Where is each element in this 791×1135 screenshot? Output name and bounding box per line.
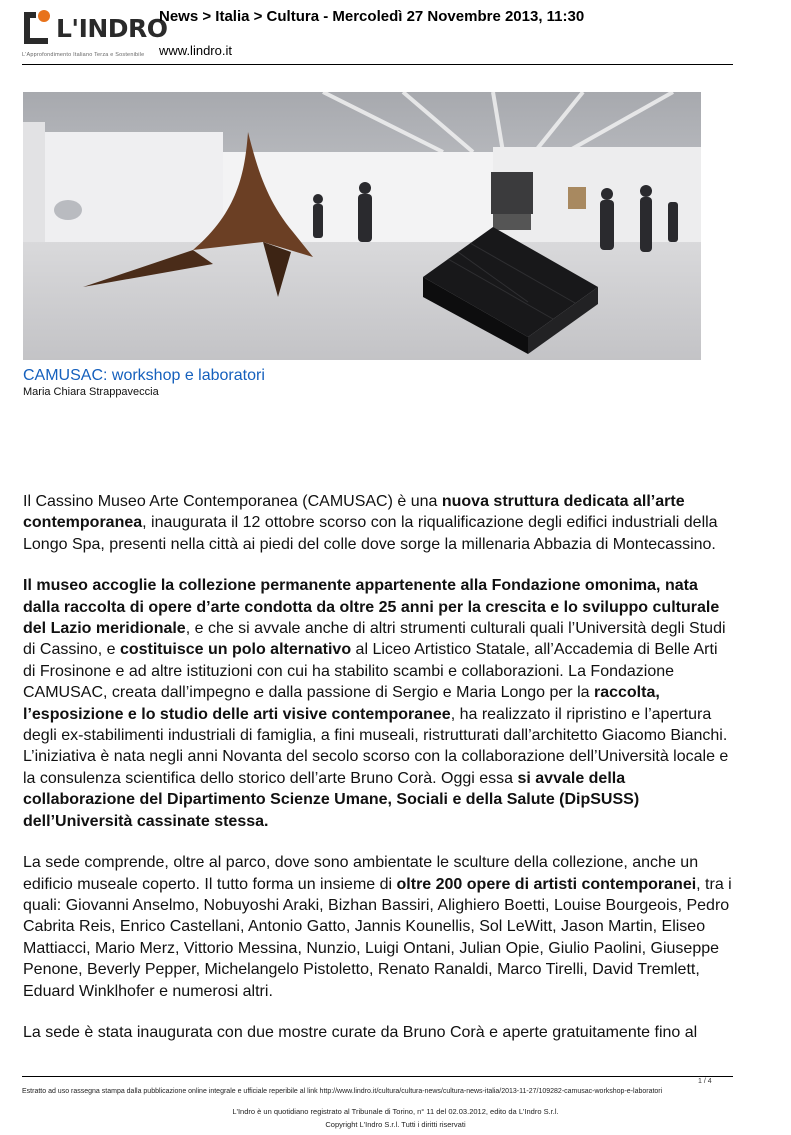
article-paragraph: [23, 852, 733, 1002]
footer-divider: [22, 1076, 733, 1077]
footer-registration: L'Indro è un quotidiano registrato al Tribunale di Torino, n° 11 del 02.03.2012, edito da L'Indro S.r.l.: [232, 1107, 559, 1116]
bold-text-segment: Il museo accoglie la collezione permanente appartenente alla Fondazione omonima, nata dalla raccolta di opere d’arte condotta da oltre 25 anni per la crescita e lo sviluppo culturale del Lazio meridionale: [23, 577, 720, 638]
article-paragraph: [23, 575, 733, 832]
logo-wordmark: L'INDRO: [56, 14, 168, 43]
page-number: 1 / 4: [698, 1078, 712, 1085]
article-title-link[interactable]: CAMUSAC: workshop e laboratori: [23, 367, 265, 384]
bold-text-segment: costituisce un polo alternativo: [119, 641, 352, 659]
bold-text-segment: nuova struttura dedicata all’arte contemporanea: [23, 493, 685, 532]
text-segment: La sede comprende, oltre al parco, dove sono ambientate le sculture della collezione, anche un edificio museale coperto. Il tutto forma un insieme di: [23, 854, 699, 893]
text-segment: , tra i quali: Giovanni Anselmo, Nobuyoshi Araki, Bizhan Bassiri, Alighiero Boetti, Louise Bourgeois, Pedro Cabrita Reis, Enrico Castellani, Antonio Gatto, Jannis Kounellis, Sol LeWitt, Jason Martin, Eliseo Mattiacci, Mario Merz, Vittorio Messina, Nunzio, Luigi Ontani, Julian Opie, Giulio Paolini, Giuseppe Penone, Beverly Pepper, Michelangelo Pistoletto, Renato Ranaldi, Marco Tirelli, David Tremlett, Eduard Winklhofer e numerosi altri.: [23, 875, 732, 1000]
article-photo: [23, 92, 701, 360]
article-paragraph: [23, 491, 733, 555]
header-site-url[interactable]: www.lindro.it: [159, 43, 232, 58]
article-body: [23, 491, 733, 1063]
footer-extract-notice: Estratto ad uso rassegna stampa dalla pubblicazione online integrale e ufficiale reperibile al link http://www.lindro.it/cultura/cultura-news/cultura-news-italia/2013-11-27/109282-camusac-workshop-e-laboratori: [22, 1088, 663, 1095]
text-segment: , inaugurata il 12 ottobre scorso con la riqualificazione degli edifici industriali della Longo Spa, presenti nella città ai piedi del colle dove sorge la millenaria Abbazia di Montecassino.: [23, 514, 718, 553]
footer-copyright: Copyright L'Indro S.r.l. Tutti i diritti riservati: [325, 1120, 466, 1129]
text-segment: , e che si avvale anche di altri strumenti culturali quali l’Università degli Studi di Cassino, e: [23, 620, 726, 659]
header-breadcrumb: News > Italia > Cultura - Mercoledì 27 Novembre 2013, 11:30: [159, 8, 585, 25]
bold-text-segment: si avvale della collaborazione del Dipartimento Scienze Umane, Sociali e della Salute (DipSUSS) dell’Università cassinate stessa.: [23, 769, 640, 830]
site-logo[interactable]: [22, 8, 168, 60]
text-segment: , ha realizzato il ripristino e l’apertura degli ex-stabilimenti industriali di famiglia, a fini museali, ristrutturati dall’architetto Giacomo Bianchi. L’iniziativa è nata negli anni Novanta del secolo scorso con la collaborazione dell’Università locale e la consulenza scientifica dello storico dell’arte Bruno Corà. Oggi essa: [23, 705, 729, 787]
text-segment: al Liceo Artistico Statale, all’Accademia di Belle Arti di Frosinone e ad altre istituzioni con cui ha stabilito scambi e collaborazioni. La Fondazione CAMUSAC, creata dall’impegno e dalla passione di Sergio e Maria Longo per la: [23, 641, 718, 702]
logo-tagline: L'Approfondimento Italiano Terza e Sostenibile: [22, 52, 145, 58]
article-paragraph: [23, 1022, 733, 1043]
article-author: Maria Chiara Strappaveccia: [23, 386, 159, 398]
text-segment: Il Cassino Museo Arte Contemporanea (CAMUSAC) è una: [23, 493, 442, 510]
gallery-photo-illustration: [23, 92, 701, 360]
text-segment: La sede è stata inaugurata con due mostre curate da Bruno Corà e aperte gratuitamente fino al: [23, 1023, 698, 1041]
bold-text-segment: raccolta, l’esposizione e lo studio delle arti visive contemporanee: [23, 684, 660, 723]
header-divider: [22, 64, 733, 65]
bold-text-segment: oltre 200 opere di artisti contemporanei: [396, 875, 697, 893]
logo-mark-icon: [22, 8, 52, 46]
